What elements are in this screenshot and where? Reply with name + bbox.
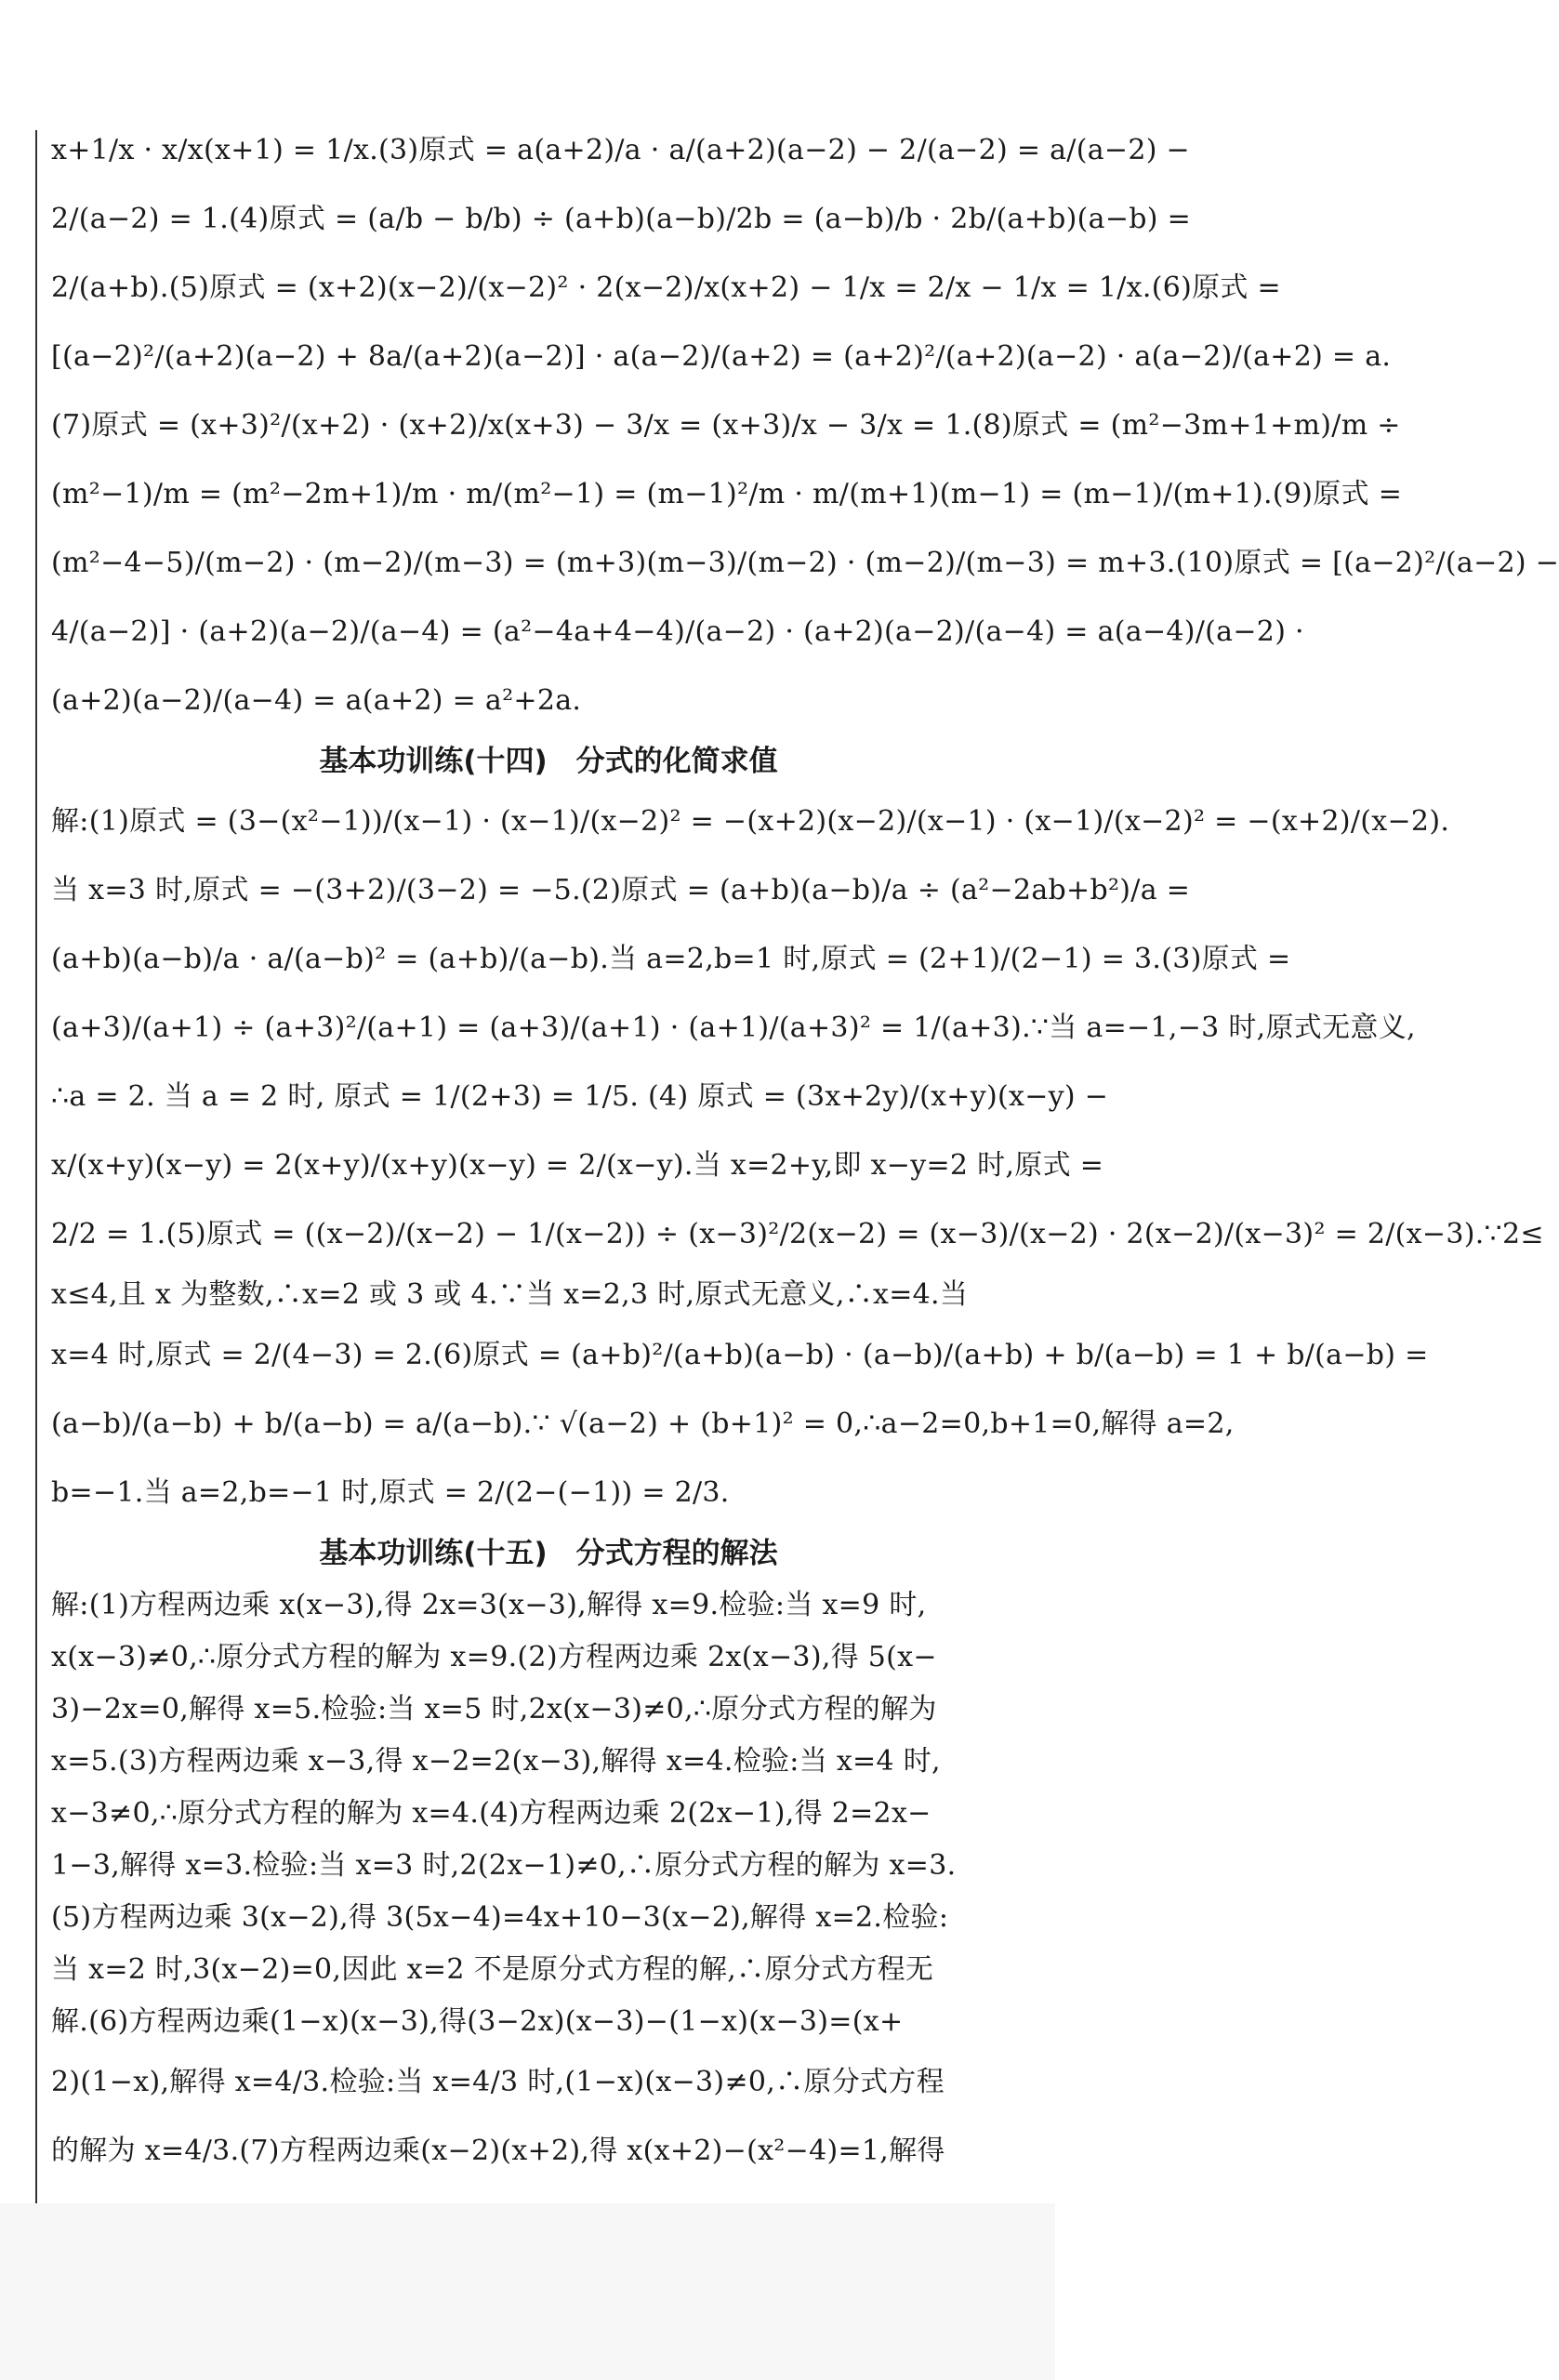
page-bottom-blank xyxy=(0,2203,1055,2380)
text-line: (a+2)(a−2)/(a−4) = a(a+2) = a²+2a. xyxy=(51,684,582,717)
text-line: x=4 时,原式 = 2/(4−3) = 2.(6)原式 = (a+b)²/(a+b)(a−b) · (a−b)/(a+b) + b/(a−b) = 1 + b/(a−b) = xyxy=(51,1339,1429,1371)
text-line: ∴a = 2. 当 a = 2 时, 原式 = 1/(2+3) = 1/5. (4) 原式 = (3x+2y)/(x+y)(x−y) − xyxy=(51,1080,1109,1113)
text-line: 当 x=2 时,3(x−2)=0,因此 x=2 不是原分式方程的解,∴原分式方程无 xyxy=(51,1953,934,1986)
text-line: (a+3)/(a+1) ÷ (a+3)²/(a+1) = (a+3)/(a+1) · (a+1)/(a+3)² = 1/(a+3).∵当 a=−1,−3 时,原式无意义, xyxy=(51,1012,1416,1044)
text-line: 解:(1)原式 = (3−(x²−1))/(x−1) · (x−1)/(x−2)² = −(x+2)(x−2)/(x−1) · (x−1)/(x−2)² = −(x+2)/(x−2). xyxy=(51,805,1450,838)
text-line: 2/2 = 1.(5)原式 = ((x−2)/(x−2) − 1/(x−2)) ÷ (x−3)²/2(x−2) = (x−3)/(x−2) · 2(x−2)/(x−3)² = 2/(x−3).∵2≤ xyxy=(51,1218,1544,1250)
text-line: x+1/x · x/x(x+1) = 1/x.(3)原式 = a(a+2)/a · a/(a+2)(a−2) − 2/(a−2) = a/(a−2) − xyxy=(51,134,1190,166)
text-line: [(a−2)²/(a+2)(a−2) + 8a/(a+2)(a−2)] · a(a−2)/(a+2) = (a+2)²/(a+2)(a−2) · a(a−2)/(a+2) = a. xyxy=(51,340,1392,373)
section-title: 基本功训练(十四) 分式的化简求值 xyxy=(319,745,778,778)
section-15 xyxy=(51,1527,1046,2254)
text-line: 2/(a−2) = 1.(4)原式 = (a/b − b/b) ÷ (a+b)(a−b)/2b = (a−b)/b · 2b/(a+b)(a−b) = xyxy=(51,203,1192,235)
text-line: 当 x=3 时,原式 = −(3+2)/(3−2) = −5.(2)原式 = (a+b)(a−b)/a ÷ (a²−2ab+b²)/a = xyxy=(51,874,1191,906)
left-margin-rule xyxy=(35,130,37,2203)
text-line: 解:(1)方程两边乘 x(x−3),得 2x=3(x−3),解得 x=9.检验:当 x=9 时, xyxy=(51,1589,927,1621)
text-line: 的解为 x=4/3.(7)方程两边乘(x−2)(x+2),得 x(x+2)−(x²−4)=1,解得 xyxy=(51,2135,945,2167)
text-line: (m²−1)/m = (m²−2m+1)/m · m/(m²−1) = (m−1)²/m · m/(m+1)(m−1) = (m−1)/(m+1).(9)原式 = xyxy=(51,478,1403,510)
text-line: x=5.(3)方程两边乘 x−3,得 x−2=2(x−3),解得 x=4.检验:当 x=4 时, xyxy=(51,1745,941,1778)
section-14 xyxy=(51,735,1544,1527)
text-line: 4/(a−2)] · (a+2)(a−2)/(a−4) = (a²−4a+4−4)/(a−2) · (a+2)(a−2)/(a−4) = a(a−4)/(a−2) · xyxy=(51,615,1304,648)
text-line: (a+b)(a−b)/a · a/(a−b)² = (a+b)/(a−b).当 a=2,b=1 时,原式 = (2+1)/(2−1) = 3.(3)原式 = xyxy=(51,943,1291,975)
text-line: b=−1.当 a=2,b=−1 时,原式 = 2/(2−(−1)) = 2/3. xyxy=(51,1476,730,1509)
text-line: 1−3,解得 x=3.检验:当 x=3 时,2(2x−1)≠0,∴原分式方程的解为 x=3. xyxy=(51,1849,957,1882)
text-line: x≤4,且 x 为整数,∴x=2 或 3 或 4.∵当 x=2,3 时,原式无意义,∴x=4.当 xyxy=(51,1278,969,1311)
text-line: x/(x+y)(x−y) = 2(x+y)/(x+y)(x−y) = 2/(x−y).当 x=2+y,即 x−y=2 时,原式 = xyxy=(51,1149,1104,1182)
text-line: 3)−2x=0,解得 x=5.检验:当 x=5 时,2x(x−3)≠0,∴原分式方程的解为 xyxy=(51,1693,937,1726)
text-line: 2/(a+b).(5)原式 = (x+2)(x−2)/(x−2)² · 2(x−2)/x(x+2) − 1/x = 2/x − 1/x = 1/x.(6)原式 = xyxy=(51,271,1281,304)
text-line: (a−b)/(a−b) + b/(a−b) = a/(a−b).∵ √(a−2) + (b+1)² = 0,∴a−2=0,b+1=0,解得 a=2, xyxy=(51,1408,1235,1440)
section-13-tail xyxy=(51,116,1559,735)
text-line: (m²−4−5)/(m−2) · (m−2)/(m−3) = (m+3)(m−3)/(m−2) · (m−2)/(m−3) = m+3.(10)原式 = [(a−2)²/(a−2) − xyxy=(51,547,1559,579)
section-title: 基本功训练(十五) 分式方程的解法 xyxy=(319,1537,778,1570)
text-line: (5)方程两边乘 3(x−2),得 3(5x−4)=4x+10−3(x−2),解得 x=2.检验: xyxy=(51,1901,949,1934)
text-line: x−3≠0,∴原分式方程的解为 x=4.(4)方程两边乘 2(2x−1),得 2=2x− xyxy=(51,1797,931,1830)
page-content xyxy=(51,116,1559,2254)
text-line: x(x−3)≠0,∴原分式方程的解为 x=9.(2)方程两边乘 2x(x−3),得 5(x− xyxy=(51,1641,937,1673)
text-line: 解.(6)方程两边乘(1−x)(x−3),得(3−2x)(x−3)−(1−x)(x−3)=(x+ xyxy=(51,2005,904,2038)
text-line: (7)原式 = (x+3)²/(x+2) · (x+2)/x(x+3) − 3/x = (x+3)/x − 3/x = 1.(8)原式 = (m²−3m+1+m)/m ÷ xyxy=(51,409,1401,442)
text-line: 2)(1−x),解得 x=4/3.检验:当 x=4/3 时,(1−x)(x−3)≠0,∴原分式方程 xyxy=(51,2066,945,2098)
